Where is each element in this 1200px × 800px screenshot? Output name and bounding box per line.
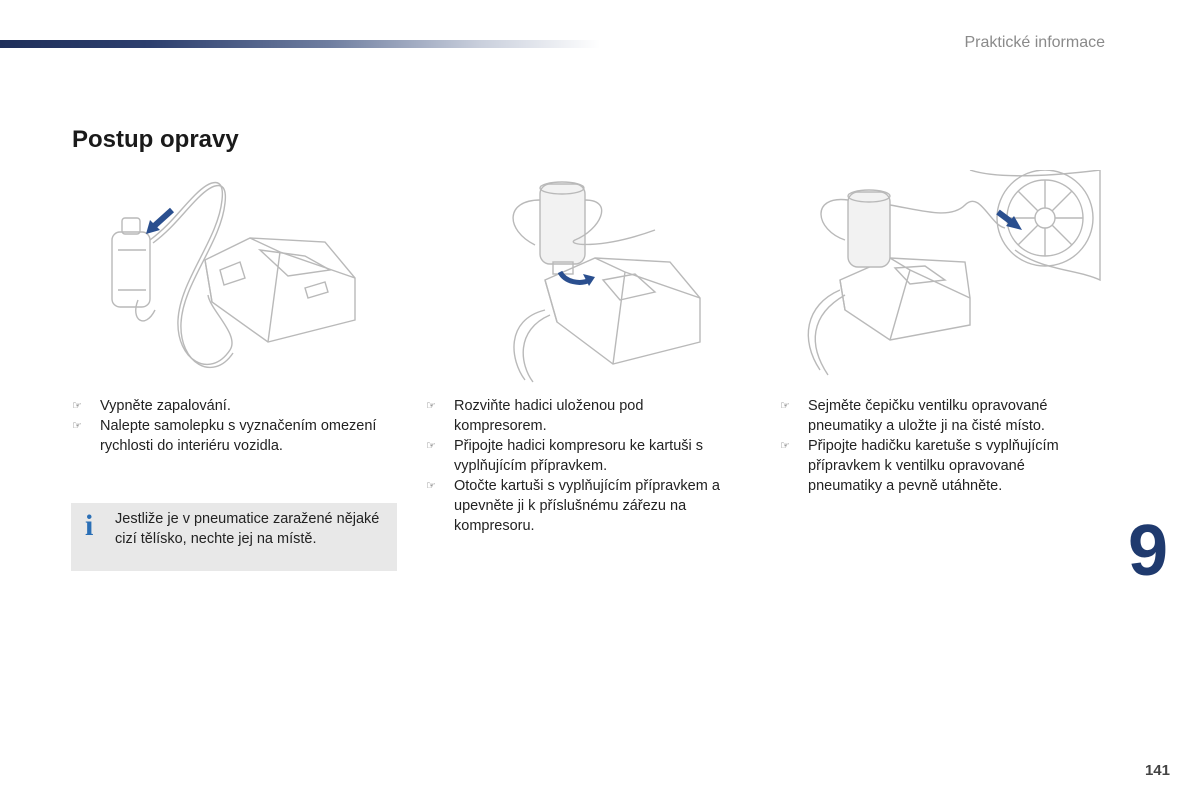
instruction-item [426, 476, 736, 536]
chapter-number: 9 [1128, 511, 1169, 591]
info-icon: i [85, 509, 94, 542]
instruction-text: Otočte kartuši s vyplňujícím přípravkem a upevněte ji k příslušnému zářezu na kompresoru. [454, 478, 720, 534]
pointer-bullet-icon: ☞ [72, 400, 82, 412]
page-title: Postup opravy [72, 126, 239, 153]
instruction-item [426, 436, 736, 476]
pointer-bullet-icon: ☞ [780, 440, 790, 452]
info-box [71, 503, 397, 571]
pointer-bullet-icon: ☞ [72, 420, 82, 432]
page-number: 141 [1144, 762, 1170, 779]
instructions-column-2 [426, 396, 736, 536]
instructions-column-1 [72, 396, 402, 456]
instruction-text: Vypněte zapalování. [100, 398, 231, 414]
instruction-item [426, 396, 736, 436]
illustration-cartridge-connection [100, 170, 370, 385]
instruction-item [780, 436, 1090, 496]
instruction-text: Připojte hadici kompresoru ke kartuši s vyplňujícím přípravkem. [454, 438, 704, 474]
illustration-cartridge-mounting [505, 170, 710, 385]
pointer-bullet-icon: ☞ [426, 440, 436, 452]
instruction-text: Nalepte samolepku s vyznačením omezení rychlosti do interiéru vozidla. [100, 418, 377, 454]
header-gradient-bar [0, 40, 600, 48]
instruction-list [72, 396, 402, 456]
illustration-valve-connection [800, 170, 1105, 385]
instruction-text: Rozviňte hadici uloženou pod kompresorem. [454, 398, 644, 434]
pointer-bullet-icon: ☞ [426, 480, 436, 492]
instruction-list [780, 396, 1090, 496]
section-label: Praktické informace [964, 34, 1105, 51]
instruction-item [72, 396, 402, 416]
instruction-text: Sejměte čepičku ventilku opravované pneumatiky a uložte ji na čisté místo. [808, 398, 1048, 434]
instruction-list [426, 396, 736, 536]
instructions-column-3 [780, 396, 1090, 496]
instruction-item [780, 396, 1090, 436]
info-text: Jestliže je v pneumatice zaražené nějaké cizí tělísko, nechte jej na místě. [115, 511, 380, 547]
pointer-bullet-icon: ☞ [426, 400, 436, 412]
instruction-item [72, 416, 402, 456]
instruction-text: Připojte hadičku karetuše s vyplňujícím přípravkem k ventilku opravované pneumatiky a pevně utáhněte. [808, 438, 1059, 494]
pointer-bullet-icon: ☞ [780, 400, 790, 412]
